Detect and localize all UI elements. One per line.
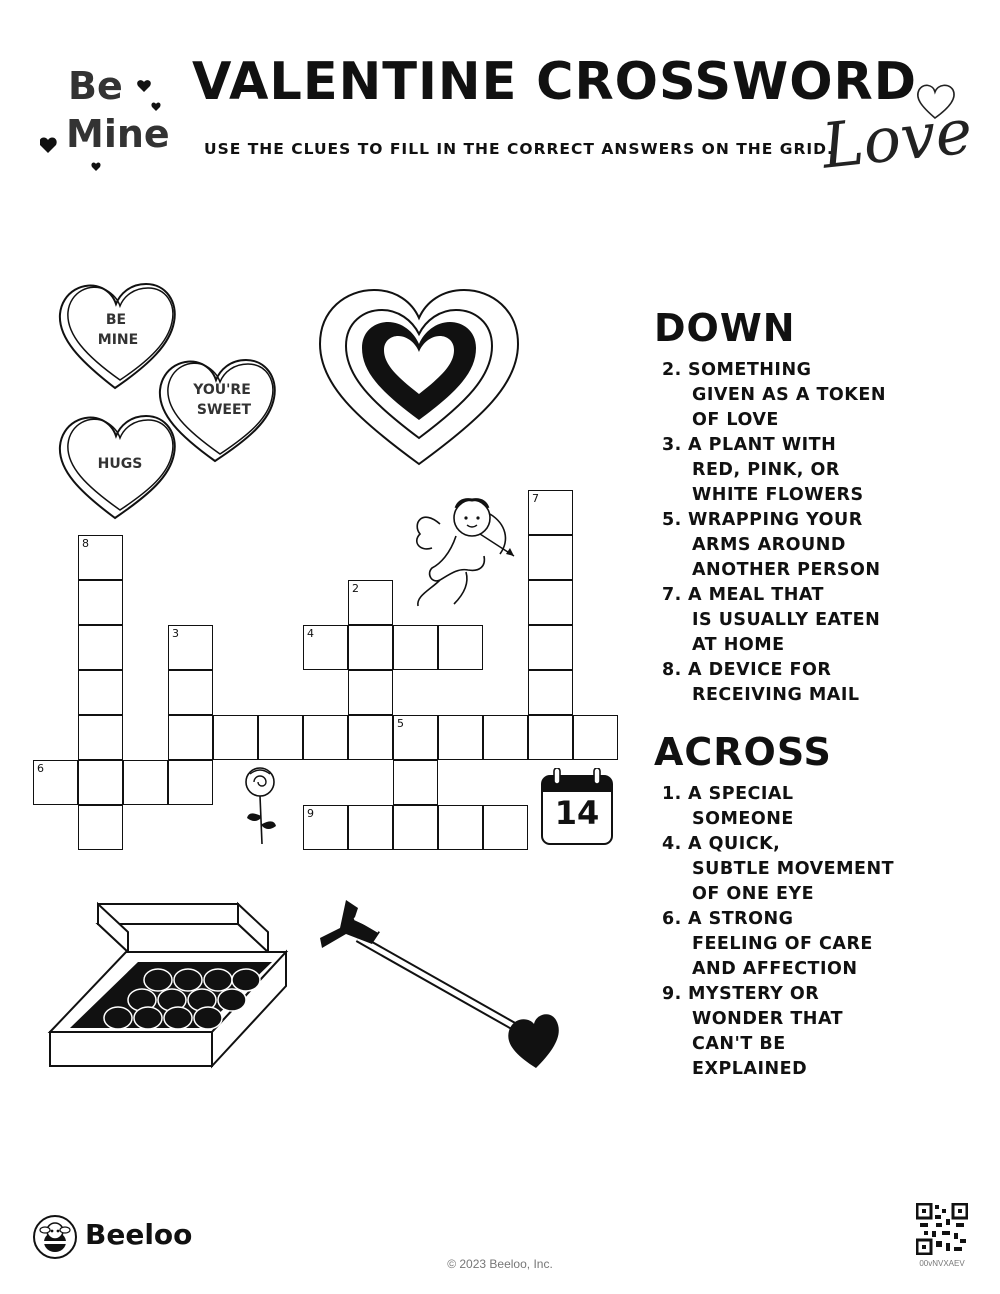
grid-cell[interactable]: [528, 670, 573, 715]
candy-hearts-illustration: [50, 276, 290, 526]
be-mine-logo: [40, 62, 190, 172]
grid-cell[interactable]: [528, 625, 573, 670]
across-clue-line: FEELING OF CARE: [692, 934, 873, 954]
grid-cell[interactable]: [78, 715, 123, 760]
down-clue-line: A DEVICE FOR: [688, 660, 832, 680]
page-title: VALENTINE CROSSWORD: [192, 52, 918, 112]
down-clue-number: 5.: [662, 510, 682, 530]
grid-cell[interactable]: [303, 625, 348, 670]
cupid-icon: [410, 494, 522, 618]
outline-heart-icon: [913, 80, 963, 125]
grid-cell[interactable]: [303, 715, 348, 760]
grid-cell[interactable]: [438, 805, 483, 850]
down-clue-line: WRAPPING YOUR: [688, 510, 863, 530]
down-clue-line: WHITE FLOWERS: [692, 485, 864, 505]
across-clue-number: 9.: [662, 984, 682, 1004]
across-clue: [662, 982, 984, 1082]
across-clue-line: SUBTLE MOVEMENT: [692, 859, 895, 879]
grid-cell[interactable]: [483, 805, 528, 850]
grid-cell[interactable]: [528, 535, 573, 580]
across-clue-number: 6.: [662, 909, 682, 929]
cupid-arrow-icon: [318, 898, 564, 1072]
grid-cell[interactable]: [348, 580, 393, 625]
down-clue-line: ARMS AROUND: [692, 535, 846, 555]
grid-cell[interactable]: [168, 715, 213, 760]
down-clue-line: SOMETHING: [688, 360, 812, 380]
grid-cell[interactable]: [348, 805, 393, 850]
across-clue-list: [662, 782, 984, 1082]
across-clue-line: A QUICK,: [688, 834, 781, 854]
candy-heart-be-mine: [60, 284, 175, 388]
grid-cell[interactable]: [78, 670, 123, 715]
grid-cell[interactable]: [393, 625, 438, 670]
candy-heart-youre-sweet: [160, 360, 275, 461]
across-clue: [662, 782, 984, 832]
grid-cell[interactable]: [78, 760, 123, 805]
candy-text-youre: YOU'RE: [193, 382, 251, 398]
candy-text-hugs: HUGS: [97, 456, 143, 472]
down-clues-section: [654, 306, 984, 708]
grid-cell[interactable]: [78, 535, 123, 580]
down-heading: DOWN: [654, 306, 796, 350]
candy-text-sweet: SWEET: [196, 402, 252, 418]
candy-heart-hugs: [60, 416, 175, 518]
grid-cell-number: 4: [307, 627, 314, 640]
down-clue-number: 7.: [662, 585, 682, 605]
grid-cell[interactable]: [348, 670, 393, 715]
grid-cell[interactable]: [348, 625, 393, 670]
grid-cell[interactable]: [483, 715, 528, 760]
grid-cell[interactable]: [78, 625, 123, 670]
down-clue: [662, 508, 984, 583]
grid-cell-number: 2: [352, 582, 359, 595]
qr-code-id: 00vNVXAEV: [919, 1259, 965, 1268]
across-clues-section: [654, 730, 984, 1082]
grid-cell[interactable]: [393, 760, 438, 805]
grid-cell-number: 6: [37, 762, 44, 775]
grid-cell[interactable]: [78, 805, 123, 850]
down-clue-list: [662, 358, 984, 708]
calendar-day: 14: [554, 794, 600, 832]
down-clue: [662, 658, 984, 708]
footer-brand: Beeloo: [85, 1218, 193, 1251]
down-clue-line: A MEAL THAT: [688, 585, 824, 605]
grid-cell[interactable]: [213, 715, 258, 760]
down-clue-line: RECEIVING MAIL: [692, 685, 860, 705]
grid-cell[interactable]: [123, 760, 168, 805]
grid-cell[interactable]: [528, 715, 573, 760]
love-script-text: Love: [818, 94, 976, 183]
across-clue-line: SOMEONE: [692, 809, 794, 829]
grid-cell[interactable]: [393, 715, 438, 760]
be-mine-line2: Mine: [66, 112, 170, 156]
down-clue-line: ANOTHER PERSON: [692, 560, 881, 580]
across-clue-line: CAN'T BE: [692, 1034, 786, 1054]
grid-cell-number: 8: [82, 537, 89, 550]
grid-cell-number: 3: [172, 627, 179, 640]
love-script-logo: [818, 80, 976, 190]
be-mine-line1: Be: [68, 64, 123, 108]
across-clue-line: EXPLAINED: [692, 1059, 808, 1079]
grid-cell[interactable]: [168, 670, 213, 715]
across-heading: ACROSS: [654, 730, 832, 774]
grid-cell-number: 9: [307, 807, 314, 820]
across-clue: [662, 907, 984, 982]
grid-cell[interactable]: [258, 715, 303, 760]
across-clue-line: A SPECIAL: [688, 784, 794, 804]
grid-cell[interactable]: [303, 805, 348, 850]
down-clue-line: OF LOVE: [692, 410, 779, 430]
candy-text-mine: MINE: [97, 332, 139, 348]
down-clue-line: GIVEN AS A TOKEN: [692, 385, 886, 405]
down-clue-line: A PLANT WITH: [688, 435, 837, 455]
beeloo-bee-logo-icon: [32, 1214, 78, 1260]
grid-cell[interactable]: [573, 715, 618, 760]
across-clue-line: OF ONE EYE: [692, 884, 815, 904]
grid-cell[interactable]: [528, 580, 573, 625]
down-clue-number: 8.: [662, 660, 682, 680]
down-clue-line: IS USUALLY EATEN: [692, 610, 881, 630]
across-clue-line: WONDER THAT: [692, 1009, 844, 1029]
grid-cell-number: 7: [532, 492, 539, 505]
down-clue-line: AT HOME: [692, 635, 785, 655]
qr-code-icon: [916, 1203, 968, 1255]
concentric-heart-icon: [316, 288, 522, 468]
page-subtitle: USE THE CLUES TO FILL IN THE CORRECT ANSWERS ON THE GRID.: [204, 140, 834, 158]
down-clue-line: RED, PINK, OR: [692, 460, 840, 480]
down-clue-number: 3.: [662, 435, 682, 455]
across-clue: [662, 832, 984, 907]
down-clue: [662, 433, 984, 508]
calendar-icon: [540, 768, 614, 846]
grid-cell[interactable]: [168, 625, 213, 670]
across-clue-line: MYSTERY OR: [688, 984, 820, 1004]
grid-cell[interactable]: [438, 715, 483, 760]
grid-cell[interactable]: [528, 490, 573, 535]
copyright-text: © 2023 Beeloo, Inc.: [447, 1257, 553, 1271]
grid-cell-number: 5: [397, 717, 404, 730]
chocolate-box-icon: [46, 896, 296, 1070]
across-clue-line: AND AFFECTION: [692, 959, 858, 979]
down-clue-number: 2.: [662, 360, 682, 380]
grid-cell[interactable]: [33, 760, 78, 805]
grid-cell[interactable]: [348, 715, 393, 760]
grid-cell[interactable]: [78, 580, 123, 625]
grid-cell[interactable]: [393, 805, 438, 850]
grid-cell[interactable]: [168, 760, 213, 805]
across-clue-number: 4.: [662, 834, 682, 854]
candy-text-be: BE: [105, 312, 127, 328]
rose-icon: [240, 764, 280, 848]
down-clue: [662, 358, 984, 433]
grid-cell[interactable]: [438, 625, 483, 670]
across-clue-number: 1.: [662, 784, 682, 804]
small-hearts-icon: [40, 62, 190, 172]
down-clue: [662, 583, 984, 658]
across-clue-line: A STRONG: [688, 909, 794, 929]
